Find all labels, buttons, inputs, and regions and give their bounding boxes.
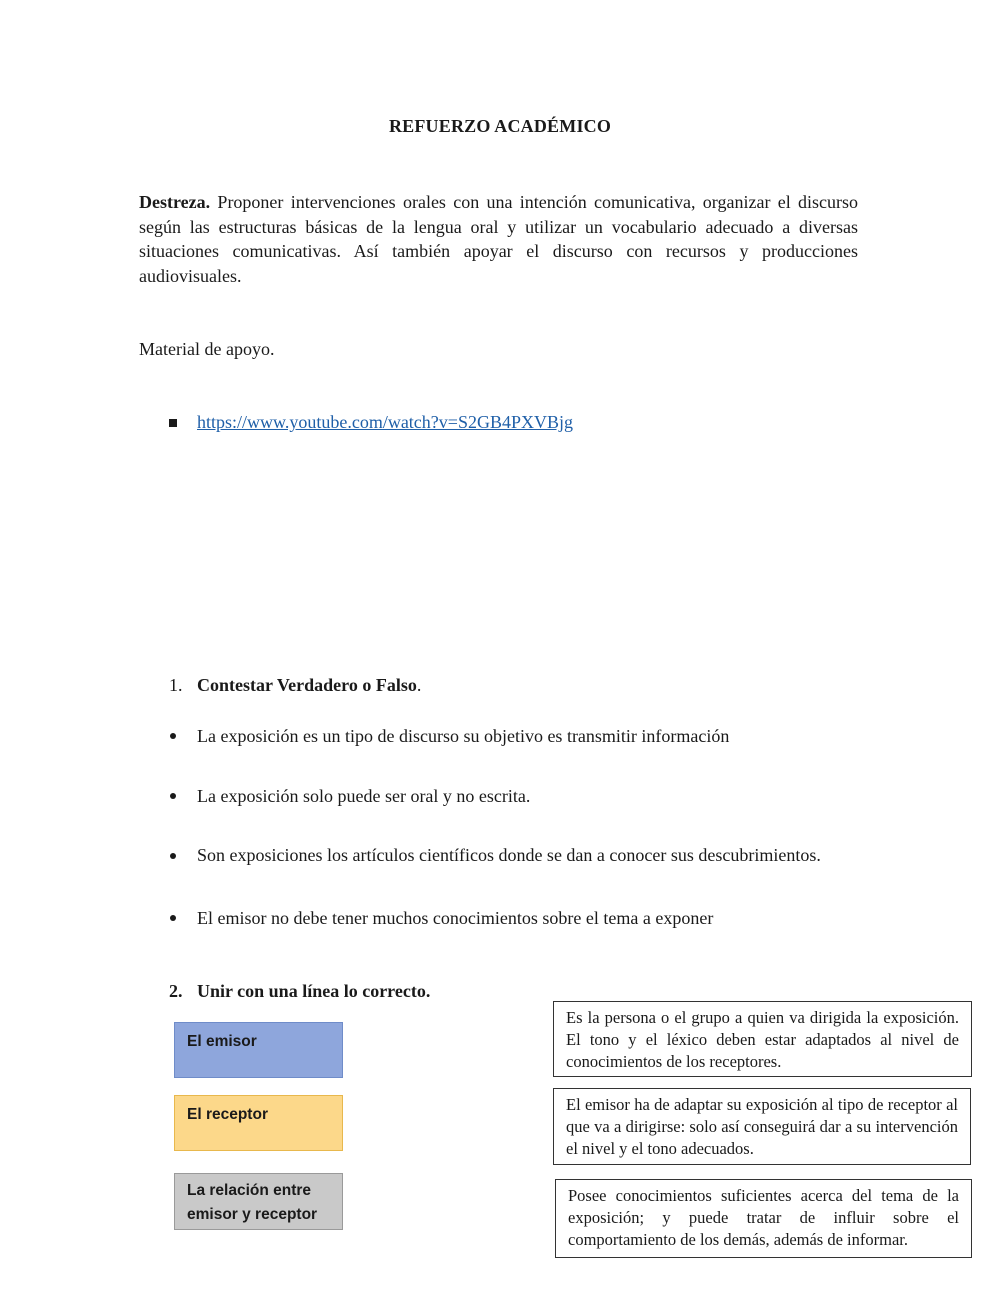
question-1-instruction-text: Contestar Verdadero o Falso [197,675,417,695]
definition-1[interactable]: Es la persona o el grupo a quien va dirigida la exposición. El tono y el léxico deben estar adaptados al nivel de conocimientos de los receptores. [553,1001,972,1077]
statement-1: La exposición es un tipo de discurso su objetivo es transmitir información [197,726,730,746]
statement-3: Son exposiciones los artículos científicos donde se dan a conocer sus descubrimientos. [197,845,821,865]
question-1-instruction [197,675,421,696]
term-relacion[interactable]: La relación entre emisor y receptor [174,1173,343,1230]
question-2-instruction: Unir con una línea lo correcto. [197,981,431,1001]
question-2-number: 2. [169,981,183,1001]
question-1-number: 1. [169,675,183,695]
term-receptor[interactable]: El receptor [174,1095,343,1151]
term-emisor[interactable]: El emisor [174,1022,343,1078]
skill-paragraph [139,190,858,288]
statement-2: La exposición solo puede ser oral y no escrita. [197,786,531,806]
question-1-instruction-suffix: . [416,675,422,695]
definition-2[interactable]: El emisor ha de adaptar su exposición al tipo de receptor al que va a dirigirse: solo así conseguirá dar a su intervención el nivel y el tono adecuados. [553,1088,971,1165]
square-bullet-icon [169,419,177,427]
skill-text: Proponer intervenciones orales con una intención comunicativa, organizar el discurso según las estructuras básicas de la lengua oral y utilizar un vocabulario adecuado a diversas situaciones comunicativas. Así también apoyar el discurso con recursos y producciones audiovisuales. [139,192,858,286]
page-title: REFUERZO ACADÉMICO [388,116,612,136]
youtube-link[interactable]: https://www.youtube.com/watch?v=S2GB4PXVBjg [197,412,573,432]
skill-label: Destreza. [139,192,211,212]
bullet-icon [170,793,176,799]
bullet-icon [170,915,176,921]
bullet-icon [170,853,176,859]
definition-3[interactable]: Posee conocimientos suficientes acerca del tema de la exposición; y puede tratar de influir sobre el comportamiento de los demás, además de informar. [555,1179,972,1258]
support-material-label: Material de apoyo. [139,339,275,359]
bullet-icon [170,733,176,739]
statement-4: El emisor no debe tener muchos conocimientos sobre el tema a exponer [197,908,714,928]
